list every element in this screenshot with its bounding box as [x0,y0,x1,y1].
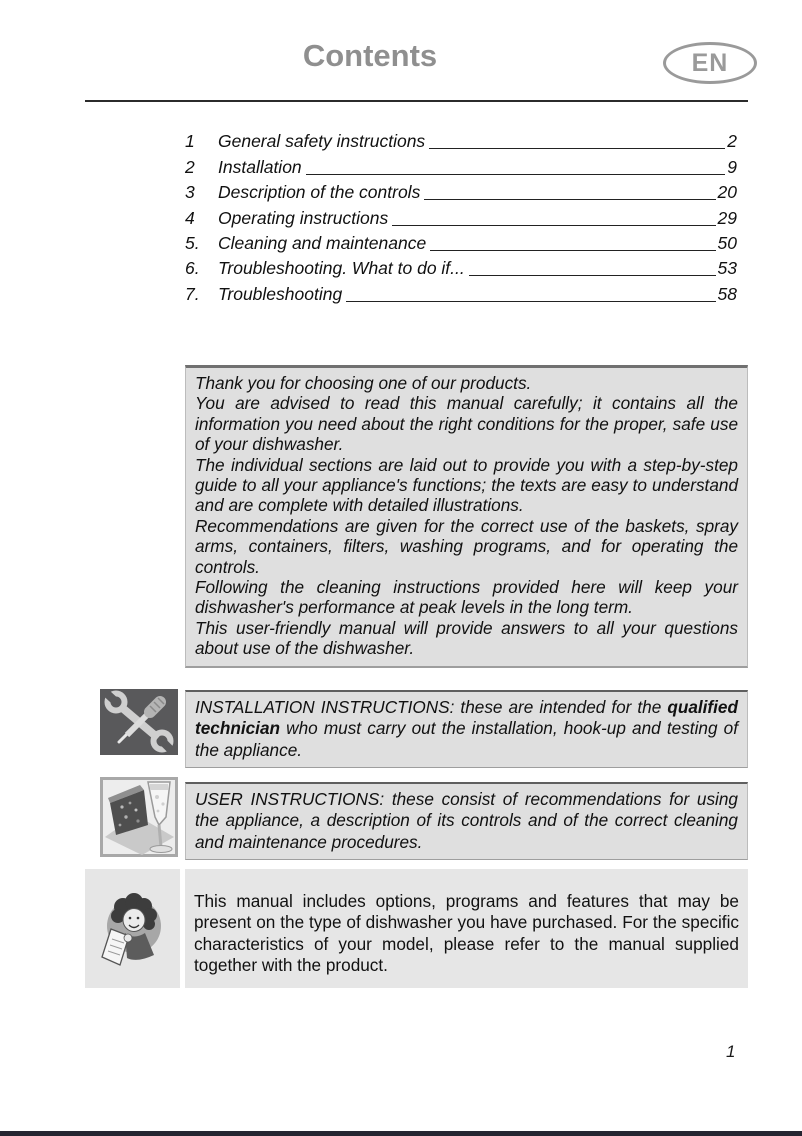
toc-item-number: 7. [185,283,200,304]
toc-row [185,279,737,304]
intro-box [185,365,748,668]
toc-item-page: 2 [727,131,737,152]
toc-item-title: Troubleshooting [218,283,343,304]
toc-item-title: Troubleshooting. What to do if... [218,258,465,279]
installation-text-bold: qualified technician [195,697,738,739]
toc-row [185,254,737,279]
toc-item-number: 6. [185,258,200,279]
installation-text-lead: INSTALLATION INSTRUCTIONS: these are intended for the [195,697,668,717]
toc-leader-line [429,148,725,149]
toc-row [185,203,737,228]
toc-item-number: 2 [185,156,195,177]
user-instructions-text: USER INSTRUCTIONS: these consist of recommendations for using the appliance, a description of its controls and of the correct cleaning and maintenance procedures. [195,789,738,852]
toc-row [185,127,737,152]
intro-paragraph: Following the cleaning instructions provided here will keep your dishwasher's performance at peak levels in the long term. [195,577,738,618]
toc-leader-line [430,250,715,251]
toc-item-page: 50 [717,232,737,253]
language-badge-label: EN [691,48,729,77]
toc-item-title: General safety instructions [218,131,426,152]
toc-list [185,127,737,305]
toc-row [185,229,737,254]
page-number: 1 [726,1042,736,1061]
toc-item-page: 29 [717,207,737,228]
language-badge [663,42,757,84]
toc-leader-line [306,174,726,175]
reader-mascot-icon [85,869,180,988]
toc-row [185,178,737,203]
intro-paragraph: This user-friendly manual will provide answers to all your questions about use of the dishwasher. [195,617,738,659]
header-rule [85,100,748,102]
dishwasher-glass-icon [100,777,178,857]
intro-paragraph: Recommendations are given for the correct use of the baskets, spray arms, containers, filters, washing programs, and for operating the controls. [195,515,738,577]
toc-item-page: 53 [717,258,737,279]
toc-item-title: Installation [218,156,302,177]
intro-paragraph: Thank you for choosing one of our products. [195,373,532,393]
toc-item-number: 1 [185,131,195,152]
user-instructions-box [185,782,748,860]
toc-item-title: Description of the controls [218,182,421,203]
toc-item-page: 20 [717,182,737,203]
tools-icon [100,689,178,755]
toc-item-page: 9 [727,156,737,177]
toc-leader-line [346,301,715,302]
page-title: Contents [302,38,438,73]
toc-item-number: 5. [185,232,200,253]
toc-item-number: 3 [185,182,195,203]
toc-leader-line [469,275,716,276]
toc-item-page: 58 [717,283,737,304]
installation-instructions-box [185,690,748,768]
toc-leader-line [424,199,715,200]
toc-item-title: Cleaning and maintenance [218,232,427,253]
installation-instructions-text [195,697,738,761]
note-text: This manual includes options, programs and features that may be present on the type of dishwasher you have purchased. For the specific characteristics of your model, please refer to the manual supplied together with the product. [194,891,739,976]
toc-item-number: 4 [185,207,195,228]
intro-paragraph: The individual sections are laid out to provide you with a step-by-step guide to all your appliance's functions; the texts are easy to understand and are complete with detailed illustrations. [195,454,738,516]
note-box [185,869,748,988]
intro-paragraph: You are advised to read this manual carefully; it contains all the information you need about the right conditions for the proper, safe use of your dishwasher. [195,393,738,455]
toc-item-title: Operating instructions [218,207,389,228]
toc-leader-line [392,225,715,226]
toc-row [185,152,737,177]
bottom-rule [0,1131,802,1136]
installation-text-tail: who must carry out the installation, hook-up and testing of the appliance. [195,718,738,760]
